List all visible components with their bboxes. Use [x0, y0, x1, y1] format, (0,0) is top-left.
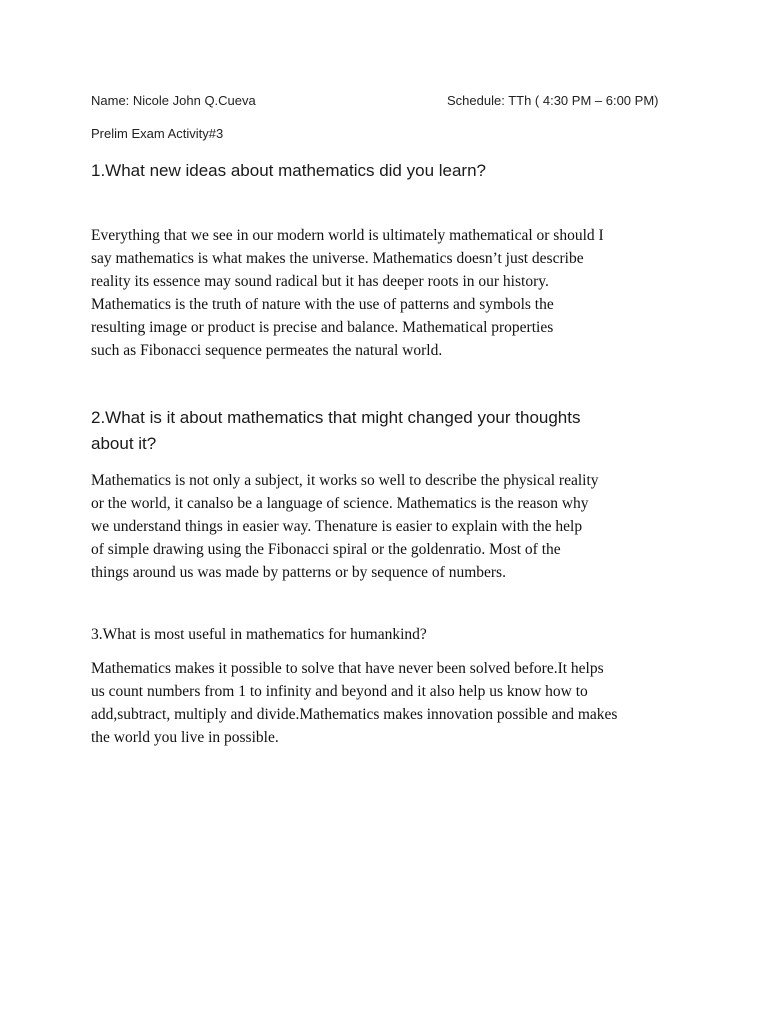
answer-3-line: the world you live in possible.: [91, 729, 279, 746]
answer-2-line: or the world, it canalso be a language of science. Mathematics is the reason why: [91, 495, 589, 512]
activity-title: Prelim Exam Activity#3: [91, 126, 224, 141]
question-2-heading: [91, 405, 651, 457]
answer-1-line: such as Fibonacci sequence permeates the natural world.: [91, 342, 443, 359]
answer-3-line: add,subtract, multiply and divide.Mathematics makes innovation possible and makes: [91, 706, 618, 723]
answer-2-line: we understand things in easier way. Thenature is easier to explain with the help: [91, 518, 583, 535]
answer-2-line: Mathematics is not only a subject, it works so well to describe the physical reality: [91, 472, 599, 489]
answer-1-line: Everything that we see in our modern world is ultimately mathematical or should I: [91, 227, 604, 244]
answer-1-line: resulting image or product is precise and balance. Mathematical properties: [91, 319, 554, 336]
answer-2-line: of simple drawing using the Fibonacci spiral or the goldenratio. Most of the: [91, 541, 561, 558]
question-3-heading: 3.What is most useful in mathematics for humankind?: [91, 626, 427, 643]
answer-1-line: reality its essence may sound radical but it has deeper roots in our history.: [91, 273, 549, 290]
header-row: [91, 93, 691, 113]
class-schedule: Schedule: TTh ( 4:30 PM – 6:00 PM): [447, 93, 659, 108]
question-1-heading: 1.What new ideas about mathematics did you learn?: [91, 161, 487, 180]
answer-3-line: Mathematics makes it possible to solve that have never been solved before.It helps: [91, 660, 604, 677]
answer-3-line: us count numbers from 1 to infinity and beyond and it also help us know how to: [91, 683, 588, 700]
question-2-line: about it?: [91, 434, 157, 453]
question-2-line: 2.What is it about mathematics that might changed your thoughts: [91, 408, 581, 427]
answer-2-line: things around us was made by patterns or by sequence of numbers.: [91, 564, 506, 581]
student-name: Name: Nicole John Q.Cueva: [91, 93, 256, 108]
answer-3: [91, 657, 681, 749]
answer-1-line: say mathematics is what makes the universe. Mathematics doesn’t just describe: [91, 250, 584, 267]
answer-1: [91, 224, 681, 362]
answer-1-line: Mathematics is the truth of nature with the use of patterns and symbols the: [91, 296, 554, 313]
answer-2: [91, 469, 681, 584]
